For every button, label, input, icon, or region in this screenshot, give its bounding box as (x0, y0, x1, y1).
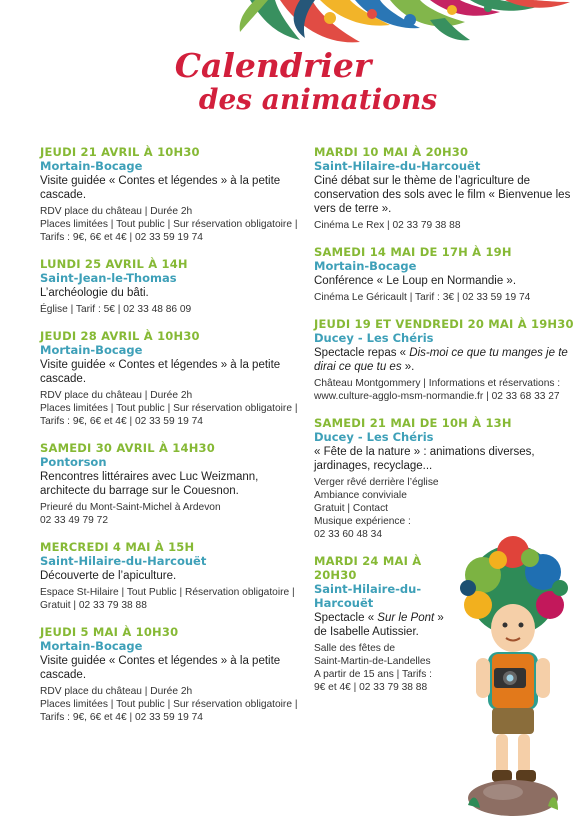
event-description (314, 346, 576, 374)
event-place: Mortain-Bocage (40, 639, 143, 653)
event-place: Mortain-Bocage (314, 259, 417, 273)
event-info: RDV place du château | Durée 2h Places limitées | Tout public | Sur réservation obligatoire | Tarifs : 9€, 6€ et 4€ | 02 33 59 19 74 (40, 206, 298, 243)
event-place: Saint-Jean-le-Thomas (40, 271, 177, 285)
event-date: JEUDI 28 AVRIL À 10H30 (40, 329, 200, 343)
event-info: RDV place du château | Durée 2h Places limitées | Tout public | Sur réservation obligatoire | Tarifs : 9€, 6€ et 4€ | 02 33 59 19 74 (40, 686, 298, 723)
event-date: SAMEDI 21 MAI DE 10H À 13H (314, 416, 512, 430)
event-place: Mortain-Bocage (40, 159, 143, 173)
event-place: Saint-Hilaire-du-Harcouët (314, 582, 422, 610)
desc-part: Spectacle « (314, 612, 378, 624)
event-card (40, 540, 302, 612)
event-description: L’archéologie du bâti. (40, 287, 149, 299)
event-date: MARDI 10 MAI À 20H30 (314, 145, 469, 159)
title-line-1: Calendrier (174, 46, 372, 85)
event-card (314, 554, 454, 694)
event-card (40, 329, 302, 428)
event-card (40, 441, 302, 527)
event-place: Mortain-Bocage (40, 343, 143, 357)
event-description (314, 611, 454, 639)
event-info: Espace St-Hilaire | Tout Public | Réservation obligatoire | Gratuit | 02 33 79 38 88 (40, 587, 295, 611)
event-date: SAMEDI 30 AVRIL À 14H30 (40, 441, 215, 455)
event-date: JEUDI 19 ET VENDREDI 20 MAI À 19H30 (314, 317, 574, 331)
event-card (314, 245, 576, 304)
page-title (0, 48, 586, 116)
desc-part: ». (401, 361, 415, 373)
event-card (40, 257, 302, 316)
event-description: Visite guidée « Contes et légendes » à la petite cascade. (40, 655, 281, 681)
explorer-child-illustration (448, 530, 578, 820)
event-place: Saint-Hilaire-du-Harcouët (40, 554, 207, 568)
left-column (40, 145, 302, 737)
event-date: LUNDI 25 AVRIL À 14H (40, 257, 188, 271)
event-description: « Fête de la nature » : animations diverses, jardinages, recyclage... (314, 446, 535, 472)
desc-part: » de Isabelle Autissier. (314, 612, 444, 638)
desc-emphasis: Sur le Pont (377, 612, 435, 624)
event-info: Salle des fêtes de Saint-Martin-de-Landelles A partir de 15 ans | Tarifs : 9€ et 4€ | 02 33 79 38 88 (314, 643, 432, 693)
event-card (40, 145, 302, 244)
desc-part: Spectacle repas « (314, 347, 410, 359)
event-info: Église | Tarif : 5€ | 02 33 48 86 09 (40, 304, 192, 315)
event-info: RDV place du château | Durée 2h Places limitées | Tout public | Sur réservation obligatoire | Tarifs : 9€, 6€ et 4€ | 02 33 59 19 74 (40, 390, 298, 427)
event-place: Saint-Hilaire-du-Harcouët (314, 159, 481, 173)
event-info: Prieuré du Mont-Saint-Michel à Ardevon 02 33 49 79 72 (40, 502, 221, 526)
event-card (314, 317, 576, 403)
event-place: Ducey - Les Chéris (314, 331, 434, 345)
event-description: Conférence « Le Loup en Normandie ». (314, 275, 517, 287)
event-description: Rencontres littéraires avec Luc Weizmann, architecte du barrage sur le Couesnon. (40, 471, 259, 497)
event-date: SAMEDI 14 MAI DE 17H À 19H (314, 245, 512, 259)
desc-emphasis: Dis-moi ce que tu manges je te dirai ce que tu es (314, 347, 568, 373)
event-info: Cinéma Le Géricault | Tarif : 3€ | 02 33 59 19 74 (314, 292, 531, 303)
event-card (40, 625, 302, 724)
event-date: JEUDI 5 MAI À 10H30 (40, 625, 179, 639)
event-date: JEUDI 21 AVRIL À 10H30 (40, 145, 200, 159)
title-line-2: des animations (198, 83, 438, 116)
event-description: Visite guidée « Contes et légendes » à la petite cascade. (40, 175, 281, 201)
event-description: Découverte de l’apiculture. (40, 570, 177, 582)
event-place: Pontorson (40, 455, 107, 469)
event-description: Ciné débat sur le thème de l’agriculture de conservation des sols avec le film « Bienvenue les vers de terre ». (314, 175, 571, 215)
event-info: Verger rêvé derrière l’église Ambiance conviviale Gratuit | Contact Musique expérience : 02 33 60 48 34 (314, 477, 439, 540)
event-date: MERCREDI 4 MAI À 15H (40, 540, 195, 554)
event-info: Cinéma Le Rex | 02 33 79 38 88 (314, 220, 461, 231)
event-place: Ducey - Les Chéris (314, 430, 434, 444)
event-date: MARDI 24 MAI À 20H30 (314, 554, 422, 582)
event-card (314, 416, 535, 541)
event-info: Château Montgommery | Informations et réservations : www.culture-agglo-msm-normandie.fr | 02 33 68 33 27 (314, 378, 561, 402)
event-description: Visite guidée « Contes et légendes » à la petite cascade. (40, 359, 281, 385)
event-card (314, 145, 576, 232)
